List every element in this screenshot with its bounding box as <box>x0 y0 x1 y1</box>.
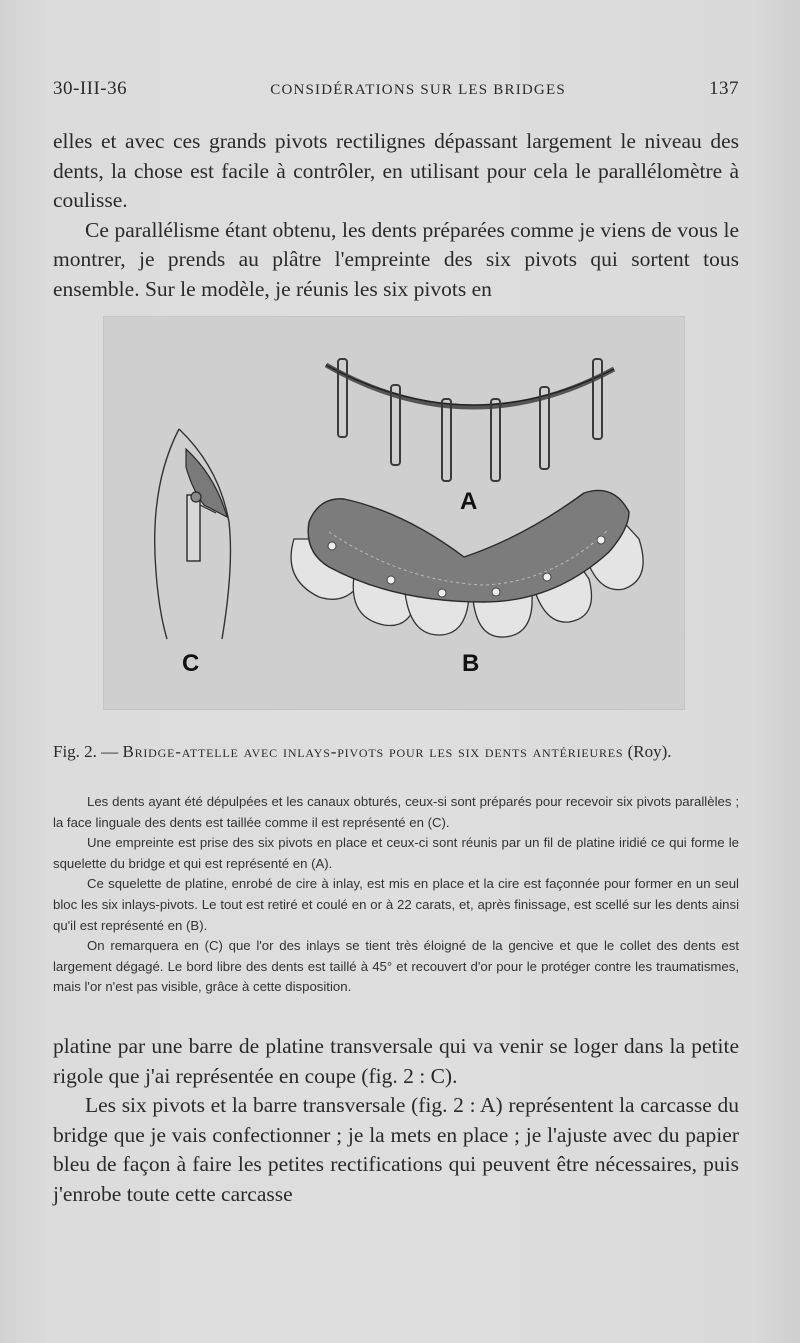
skeleton-a <box>326 359 614 481</box>
paragraph: elles et avec ces grands pivots rectilignes dépassant largement le niveau des dents, la chose est facile à contrôler, en utilisant pour cela le parallélomètre à coulisse. <box>53 129 739 212</box>
note-paragraph: Les dents ayant été dépulpées et les canaux obturés, ceux-si sont préparés pour recevoir six pivots parallèles ; la face linguale des dents est taillée comme il est représenté en (C). <box>53 794 739 830</box>
paragraph: platine par une barre de platine transversale qui va venir se loger dans la petite rigole que j'ai représentée en coupe (fig. 2 : C). <box>53 1034 739 1088</box>
note-paragraph: Une empreinte est prise des six pivots en place et ceux-ci sont réunis par un fil de platine iridié ce qui forme le squelette du bridge et qui est représenté en (A). <box>53 835 739 871</box>
paragraph: Les six pivots et la barre transversale (fig. 2 : A) représentent la carcasse du bridge que je vais confectionner ; je la mets en place ; je l'ajuste avec du papier bleu de façon à faire les petites rectifications qui peuvent être nécessaires, puis j'enrobe toute cette carcasse <box>53 1093 739 1206</box>
body-text-top <box>53 127 739 304</box>
header-running-title: CONSIDÉRATIONS SUR LES BRIDGES <box>270 82 566 98</box>
paragraph: Ce parallélisme étant obtenu, les dents préparées comme je viens de vous le montrer, je prends au plâtre l'empreinte des six pivots qui sortent tous ensemble. Sur le modèle, je réunis les six pivots en <box>53 217 739 301</box>
body-text-bottom <box>53 1032 739 1209</box>
running-header <box>53 78 739 106</box>
note-paragraph: On remarquera en (C) que l'or des inlays se tient très éloigné de la gencive et que le collet des dents est largement dégagé. Le bord libre des dents est taillé à 45° et recouvert d'or pour le protéger contre les traumatismes, mais l'or n'est pas visible, grâce à cette disposition. <box>53 938 739 995</box>
page-number: 137 <box>708 78 739 99</box>
figure-label-a: A <box>460 488 478 515</box>
caption-notes <box>53 792 739 998</box>
note-paragraph: Ce squelette de platine, enrobé de cire à inlay, est mis en place et la cire est façonnée pour former en un seul bloc les six inlays-pivots. Le tout est retiré et coulé en or à 22 carats, et, après finissage, est scellé sur les dents ainsi qu'il est représenté en (B). <box>53 876 739 933</box>
figure-illustration <box>104 317 684 709</box>
figure-2 <box>103 316 685 710</box>
caption-title: Bridge-attelle avec inlays-pivots pour les six dents antérieures <box>122 742 624 761</box>
figure-caption <box>53 740 739 764</box>
caption-author: (Roy). <box>627 742 672 761</box>
figure-label-c: C <box>182 650 200 677</box>
caption-fig-number: Fig. 2. — <box>53 742 119 761</box>
tooth-section-c <box>155 429 231 639</box>
header-date: 30-III-36 <box>53 78 128 99</box>
figure-label-b: B <box>462 650 480 677</box>
